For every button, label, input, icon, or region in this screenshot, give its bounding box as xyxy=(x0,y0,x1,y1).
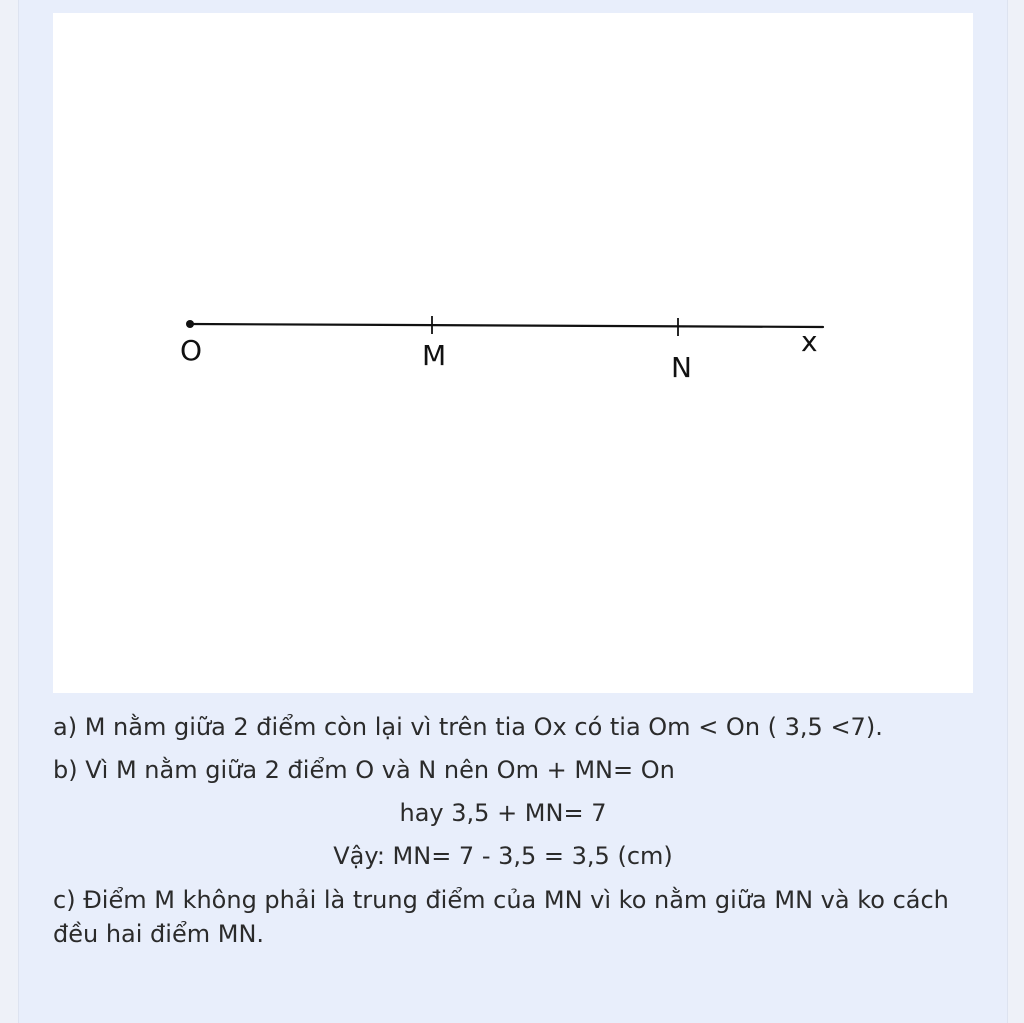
answer-a: a) M nằm giữa 2 điểm còn lại vì trên tia Ox có tia Om < On ( 3,5 <7). xyxy=(53,713,883,741)
label-o: O xyxy=(180,334,203,367)
label-m: M xyxy=(422,339,447,372)
point-o-dot xyxy=(186,320,194,328)
ray-ox xyxy=(190,324,823,327)
ray-diagram xyxy=(53,13,973,693)
answer-b-step1: hay 3,5 + MN= 7 xyxy=(399,799,607,827)
answer-b: b) Vì M nằm giữa 2 điểm O và N nên Om + MN= On xyxy=(53,756,675,784)
ray-diagram-svg xyxy=(53,13,973,693)
label-x: x xyxy=(801,325,818,358)
answer-c: c) Điểm M không phải là trung điểm của MN vì ko nằm giữa MN và ko cách đều hai điểm MN. xyxy=(53,886,949,948)
answer-b-step2: Vậy: MN= 7 - 3,5 = 3,5 (cm) xyxy=(333,842,673,870)
label-n: N xyxy=(671,351,692,384)
